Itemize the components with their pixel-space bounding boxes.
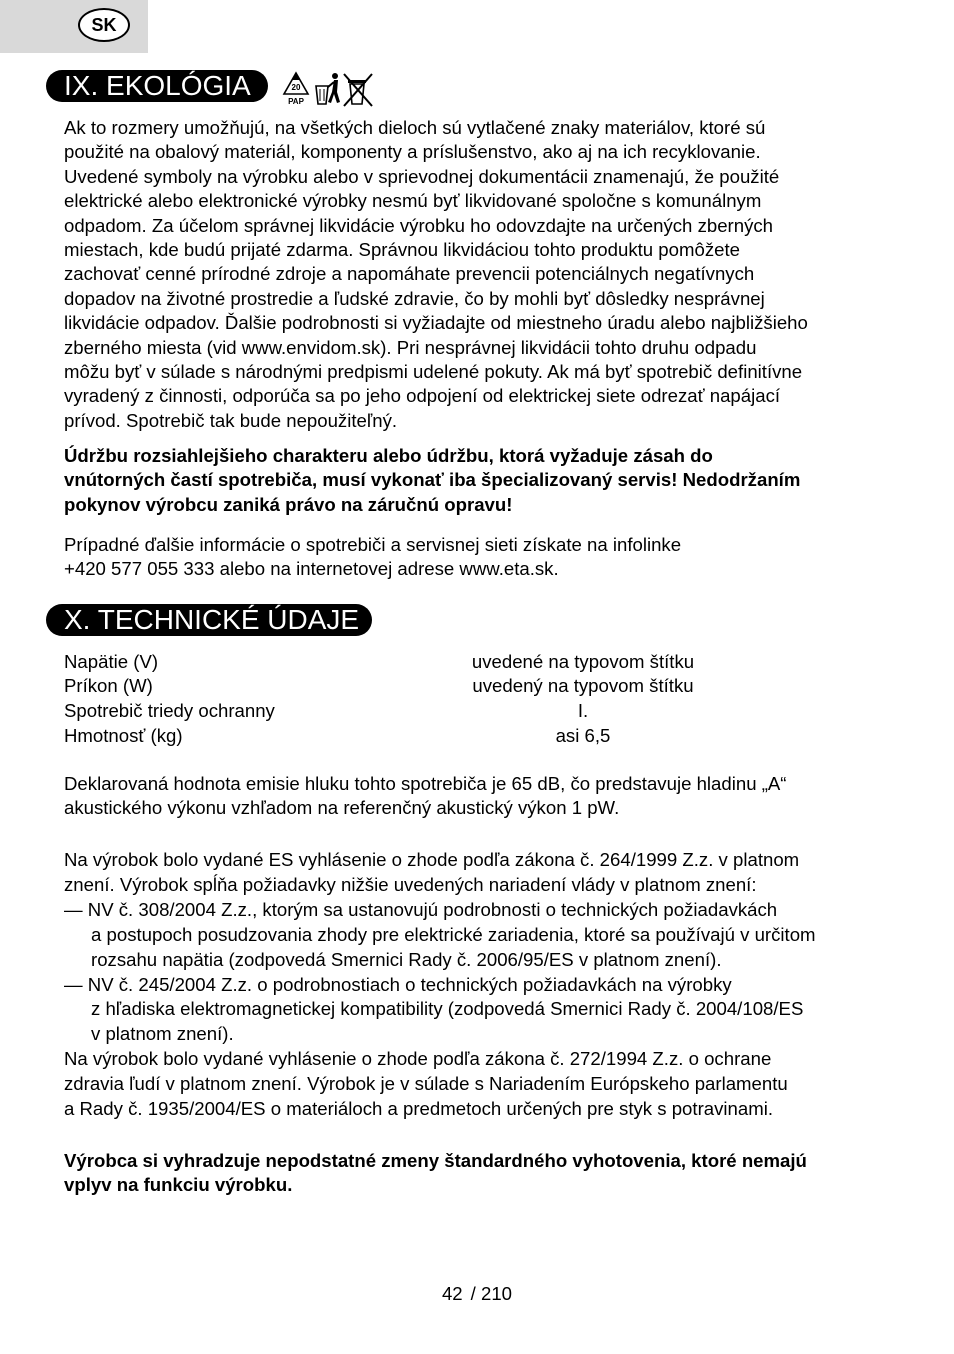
- conformity-paragraph: [64, 848, 894, 1122]
- maintenance-warning: [64, 444, 894, 517]
- text-line: akustického výkonu vzhľadom na referenčný akustický výkon 1 pW.: [64, 797, 620, 819]
- text-line: použité na obalový materiál, komponenty a príslušenstvo, ako aj na ich recyklovanie.: [64, 141, 761, 163]
- text-line: znení. Výrobok spĺňa požiadavky nižšie uvedených nariadení vlády v platnom znení:: [64, 873, 757, 895]
- spec-value: asi 6,5: [555, 725, 611, 746]
- text-line: pokynov výrobcu zaniká právo na záručnú opravu!: [64, 493, 513, 515]
- text-line: dopadov na životné prostredie a ľudské zdravie, čo by mohli byť dôsledky nesprávnej: [64, 287, 765, 309]
- spec-value: uvedený na typovom štítku: [472, 675, 694, 696]
- text-line: — NV č. 245/2004 Z.z. o podrobnostiach o technických požiadavkách na výrobky: [64, 973, 732, 995]
- text-line: Údržbu rozsiahlejšieho charakteru alebo údržbu, ktorá vyžaduje zásah do: [64, 445, 713, 466]
- text-line: zachovať cenné prírodné zdroje a napomáhate prevencii potenciálnych negatívnych: [64, 263, 755, 285]
- recycle-number: 20: [291, 83, 301, 92]
- text-line: elektrické alebo elektronické výrobky nesmú byť likvidované spoločne s komunálnym: [64, 190, 762, 212]
- text-line: zdravia ľudí v platnom znení. Výrobok je v súlade s Nariadením Európskeho parlamentu: [64, 1073, 788, 1095]
- text-line: vnútorných častí spotrebiča, musí vykonať iba špecializovaný servis! Nedodržaním: [64, 469, 801, 491]
- spec-row: [64, 698, 864, 723]
- spec-row: [64, 673, 864, 698]
- text-line: odpadom. Za účelom správnej likvidácie výrobku ho odovzdajte na určených zberných: [64, 214, 774, 236]
- litter-bin-icon: [316, 73, 340, 104]
- text-line: a Rady č. 1935/2004/ES o materiáloch a predmetoch určených pre styk s potravinami.: [64, 1098, 773, 1120]
- text-line: Ak to rozmery umožňujú, na všetkých dieloch sú vytlačené znaky materiálov, ktoré sú: [64, 117, 766, 138]
- spec-label: Príkon (W): [64, 675, 153, 696]
- text-line: z hľadiska elektromagnetickej kompatibility (zodpovedá Smernici Rady č. 2004/108/ES: [91, 998, 804, 1020]
- text-line: miestach, kde budú prijaté zdarma. Správnou likvidáciou tohto produktu pomôžete: [64, 239, 740, 261]
- spec-row: [64, 649, 864, 674]
- language-badge: SK: [78, 8, 130, 42]
- text-line: rozsahu napätia (zodpovedá Smernici Rady č. 2006/95/ES v platnom znení).: [91, 948, 722, 970]
- page-number: [0, 1283, 954, 1305]
- noise-paragraph: [64, 772, 894, 821]
- page-current: 42: [441, 1283, 463, 1304]
- text-line: a postupoch posudzovania zhody pre elektrické zariadenia, ktoré sa používajú v určitom: [91, 923, 816, 945]
- text-line: zberného miesta (vid www.envidom.sk). Pri nesprávnej likvidácii tohto druhu odpadu: [64, 336, 757, 358]
- infoline-paragraph: [64, 533, 894, 582]
- text-line: Na výrobok bolo vydané ES vyhlásenie o zhode podľa zákona č. 264/1999 Z.z. v platnom: [64, 849, 800, 870]
- text-line: likvidácie odpadov. Ďalšie podrobnosti si vyžiadajte od miestneho úradu alebo najbližšieho: [64, 312, 808, 334]
- section-title-technical: X. TECHNICKÉ ÚDAJE: [46, 604, 372, 636]
- manufacturer-notice: [64, 1149, 894, 1198]
- language-tab: [0, 0, 148, 53]
- text-line: Výrobca si vyhradzuje nepodstatné zmeny štandardného vyhotovenia, ktoré nemajú: [64, 1150, 807, 1171]
- spec-label: Hmotnosť (kg): [64, 725, 183, 746]
- spec-label: Napätie (V): [64, 651, 159, 672]
- spec-value: I.: [577, 700, 589, 721]
- crossed-bin-icon: [344, 74, 372, 106]
- recycle-icon: [284, 73, 308, 106]
- recycle-code: PAP: [288, 97, 304, 106]
- text-line: Prípadné ďalšie informácie o spotrebiči a servisnej sieti získate na infolinke: [64, 534, 682, 555]
- text-line: Deklarovaná hodnota emisie hluku tohto spotrebiča je 65 dB, čo predstavuje hladinu „A“: [64, 773, 787, 794]
- page-total: / 210: [470, 1283, 513, 1304]
- text-line: +420 577 055 333 alebo na internetovej adrese www.eta.sk.: [64, 558, 559, 580]
- text-line: — NV č. 308/2004 Z.z., ktorým sa ustanovujú podrobnosti o technických požiadavkách: [64, 898, 778, 920]
- spec-row: [64, 723, 864, 748]
- ecology-paragraph: [64, 116, 894, 433]
- text-line: vplyv na funkciu výrobku.: [64, 1174, 293, 1196]
- ecology-symbols: [282, 70, 374, 110]
- text-line: vyradený z činnosti, odporúča sa po jeho odpojení od elektrickej siete odrezať napájací: [64, 385, 781, 407]
- text-line: Na výrobok bolo vydané vyhlásenie o zhode podľa zákona č. 272/1994 Z.z. o ochrane: [64, 1048, 772, 1070]
- spec-value: uvedené na typovom štítku: [471, 651, 695, 672]
- spec-label: Spotrebič triedy ochranny: [64, 700, 275, 721]
- section-title-ecology: IX. EKOLÓGIA: [46, 70, 268, 102]
- text-line: Uvedené symboly na výrobku alebo v sprievodnej dokumentácii znamenajú, že použité: [64, 165, 780, 187]
- text-line: prívod. Spotrebič tak bude nepoužiteľný.: [64, 409, 398, 431]
- text-line: v platnom znení).: [91, 1023, 234, 1045]
- text-line: môžu byť v súlade s národnými predpismi udelené pokuty. Ak má byť spotrebič definitívne: [64, 361, 803, 383]
